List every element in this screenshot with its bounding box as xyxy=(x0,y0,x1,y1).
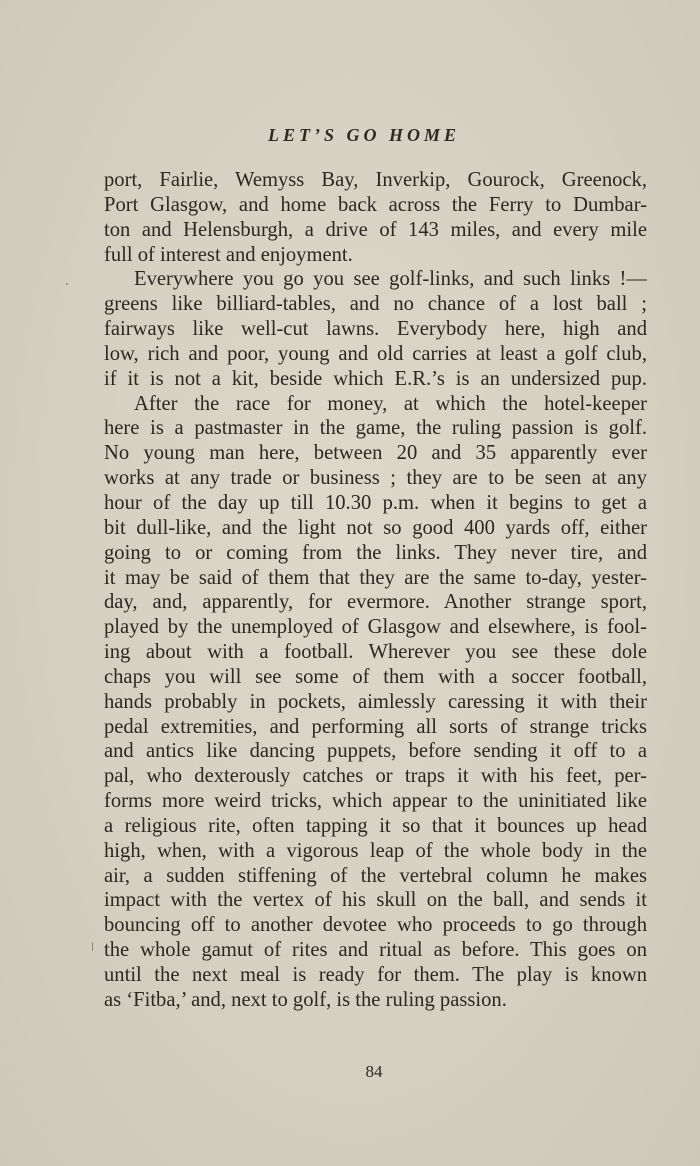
text-line: low, rich and poor, young and old carries at least a golf club, xyxy=(104,342,647,365)
text-line: forms more weird tricks, which appear to the uninitiated like xyxy=(104,790,647,813)
text-line: pedal extremities, and performing all sorts of strange tricks xyxy=(104,715,647,738)
text-line: ing about with a football. Wherever you see these dole xyxy=(104,641,647,664)
text-line: a religious rite, often tapping it so that it bounces up head xyxy=(104,814,647,837)
text-line: day, and, apparently, for evermore. Another strange sport, xyxy=(104,591,647,614)
text-line: Everywhere you go you see golf-links, and such links !— xyxy=(134,268,647,291)
text-line: until the next meal is ready for them. The play is known xyxy=(104,964,647,986)
text-line: After the race for money, at which the hotel-keeper xyxy=(134,392,647,415)
text-line: as ‘Fitba,’ and, next to golf, is the ruling passion. xyxy=(104,988,507,1011)
text-line: ton and Helensburgh, a drive of 143 miles, and every mile xyxy=(104,218,647,241)
text-line: No young man here, between 20 and 35 apparently ever xyxy=(104,442,647,465)
text-line: hands probably in pockets, aimlessly caressing it with their xyxy=(104,690,647,713)
text-line: bit dull-like, and the light not so good 400 yards off, either xyxy=(104,516,647,539)
text-line: played by the unemployed of Glasgow and elsewhere, is fool- xyxy=(104,616,647,639)
text-line: bouncing off to another devotee who proceeds to go through xyxy=(104,914,647,937)
text-line: greens like billiard-tables, and no chance of a lost ball ; xyxy=(104,293,647,316)
text-line: port, Fairlie, Wemyss Bay, Inverkip, Gourock, Greenock, xyxy=(104,169,647,191)
text-line: it may be said of them that they are the same to-day, yester- xyxy=(104,566,647,589)
text-line: hour of the day up till 10.30 p.m. when it begins to get a xyxy=(104,491,647,514)
text-line: if it is not a kit, beside which E.R.’s is an undersized pup. xyxy=(104,367,647,390)
page-number: 84 xyxy=(365,1062,383,1081)
text-line: high, when, with a vigorous leap of the whole body in the xyxy=(104,839,647,862)
text-line: going to or coming from the links. They never tire, and xyxy=(104,541,647,564)
text-line: impact with the vertex of his skull on the ball, and sends it xyxy=(104,889,647,912)
text-line: works at any trade or business ; they are to be seen at any xyxy=(104,467,647,490)
text-line: Port Glasgow, and home back across the Ferry to Dumbar- xyxy=(104,193,647,216)
text-line: the whole gamut of rites and ritual as before. This goes on xyxy=(104,939,647,962)
text-line: full of interest and enjoyment. xyxy=(104,243,353,266)
running-head: LET’S GO HOME xyxy=(267,125,460,145)
paper-speck xyxy=(66,283,68,285)
paper-speck xyxy=(92,942,93,951)
text-line: fairways like well-cut lawns. Everybody here, high and xyxy=(104,318,647,341)
text-line: here is a pastmaster in the game, the ruling passion is golf. xyxy=(104,417,647,440)
body-text xyxy=(104,168,647,1013)
text-line: air, a sudden stiffening of the vertebral column he makes xyxy=(104,864,647,887)
text-line: pal, who dexterously catches or traps it with his feet, per- xyxy=(104,765,647,788)
text-line: chaps you will see some of them with a soccer football, xyxy=(104,665,647,688)
text-line: and antics like dancing puppets, before sending it off to a xyxy=(104,740,647,763)
